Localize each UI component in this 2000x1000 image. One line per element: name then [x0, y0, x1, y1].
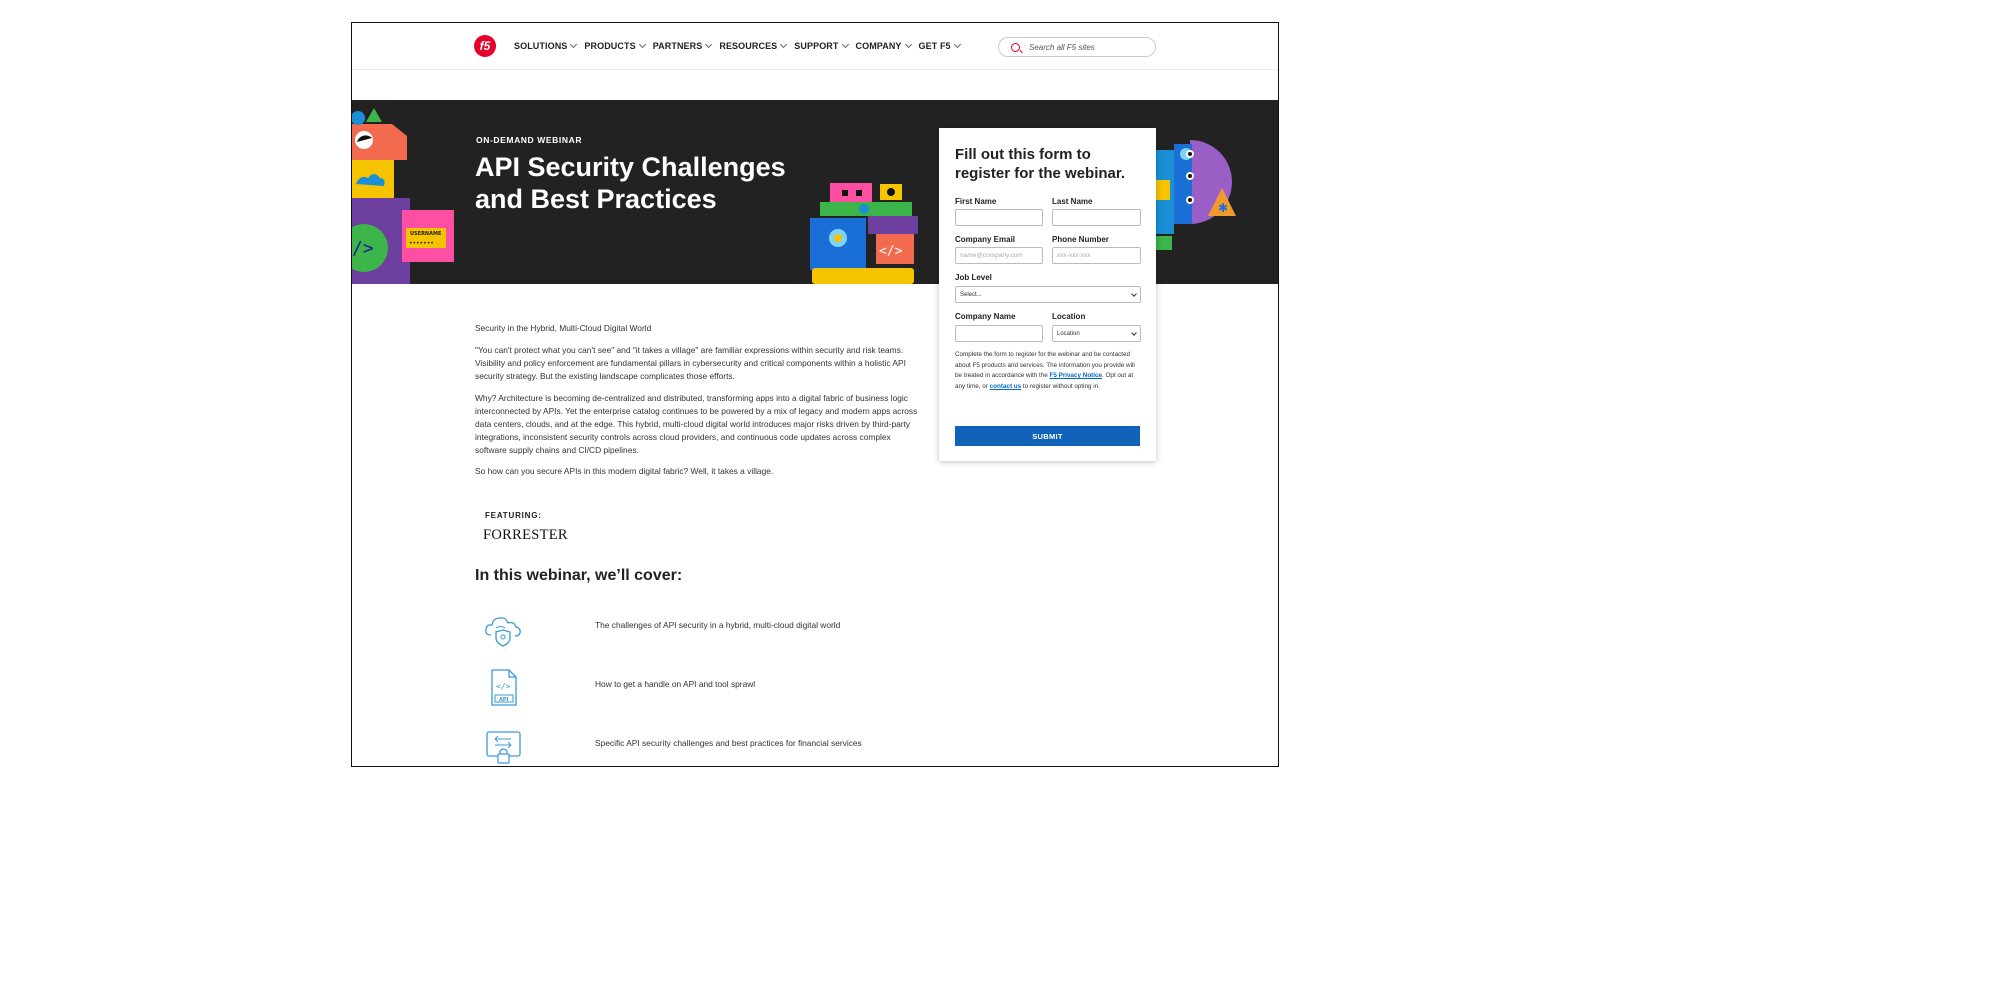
- paragraph-1: "You can't protect what you can't see" and "it takes a village" are familiar expressions within security and risk teams. Visibility and policy enforcement are fundamental pillars in cybersecurity and critical components within a holistic API security strategy. But the existing landscape complicates those efforts.: [475, 345, 906, 381]
- nav-partners[interactable]: [653, 41, 712, 51]
- cover-item-text: How to get a handle on API and tool sprawl: [595, 679, 756, 689]
- first-name-field[interactable]: [955, 209, 1043, 226]
- contact-us-link[interactable]: contact us: [989, 382, 1022, 390]
- cover-item-text: Specific API security challenges and best practices for financial services: [595, 738, 862, 748]
- location-value: Location: [1057, 330, 1080, 337]
- nav-company-label: COMPANY: [855, 41, 902, 51]
- api-document-icon: [483, 668, 523, 708]
- privacy-notice-link[interactable]: F5 Privacy Notice: [1049, 372, 1103, 379]
- last-name-field[interactable]: [1052, 209, 1141, 226]
- chevron-down-icon: [705, 41, 712, 48]
- chevron-down-icon: [841, 41, 848, 48]
- form-title: Fill out this form to register for the webinar.: [955, 146, 1126, 182]
- svg-text:USERNAME: USERNAME: [410, 231, 442, 237]
- nav-solutions-label: SOLUTIONS: [514, 41, 568, 51]
- chevron-down-icon: [1131, 291, 1137, 297]
- page-title: API Security Challenges and Best Practices: [475, 152, 786, 214]
- nav-support-label: SUPPORT: [794, 41, 839, 51]
- company-name-label: Company Name: [955, 312, 1016, 321]
- chevron-down-icon: [1131, 330, 1137, 336]
- svg-text:API: API: [499, 697, 509, 703]
- disclaimer-text: . Opt out at any time, or: [955, 372, 1134, 390]
- forrester-logo: FORRESTER: [483, 527, 568, 543]
- company-email-label: Company Email: [955, 235, 1016, 244]
- browser-page: [351, 22, 1279, 767]
- list-item: [475, 668, 1175, 708]
- submit-button[interactable]: SUBMIT: [955, 426, 1140, 446]
- registration-form: [939, 128, 1156, 461]
- hero-illustration-left: [352, 100, 462, 284]
- list-item: [475, 609, 1175, 649]
- chevron-down-icon: [905, 41, 912, 48]
- nav-company[interactable]: [856, 41, 911, 51]
- nav-support[interactable]: [794, 41, 847, 51]
- cover-heading: In this webinar, we’ll cover:: [475, 567, 683, 584]
- phone-number-label: Phone Number: [1052, 235, 1109, 244]
- chevron-down-icon: [954, 41, 961, 48]
- featuring-label: FEATURING:: [485, 511, 542, 520]
- hero-illustration-right: [1156, 140, 1238, 250]
- location-select[interactable]: [1052, 325, 1141, 342]
- search-icon[interactable]: [1011, 43, 1020, 52]
- chevron-down-icon: [780, 41, 787, 48]
- svg-text:</>: </>: [496, 682, 511, 691]
- svg-text:</>: </>: [879, 244, 903, 259]
- last-name-label: Last Name: [1052, 197, 1093, 206]
- form-disclaimer: [955, 350, 1141, 392]
- location-label: Location: [1052, 312, 1086, 321]
- hero-eyebrow: ON-DEMAND WEBINAR: [476, 135, 583, 145]
- job-level-select[interactable]: [955, 286, 1141, 303]
- company-name-field[interactable]: [955, 325, 1043, 342]
- paragraph-3: So how can you secure APIs in this modern digital fabric? Well, it takes a village.: [475, 466, 774, 476]
- disclaimer-text: Complete the form to register for the webinar and be contacted about F5 products and services. The information you provide will be treated in accordance with the: [955, 351, 1135, 379]
- list-item: [475, 727, 1175, 767]
- nav-get-f5[interactable]: [919, 41, 960, 51]
- top-navigation: [352, 23, 1278, 70]
- chevron-down-icon: [639, 41, 646, 48]
- cloud-shield-icon: [483, 609, 523, 649]
- nav-products-label: PRODUCTS: [584, 41, 636, 51]
- nav-partners-label: PARTNERS: [652, 41, 703, 51]
- job-level-label: Job Level: [955, 273, 992, 282]
- chevron-down-icon: [570, 41, 577, 48]
- phone-number-field[interactable]: [1052, 247, 1141, 264]
- main-menu: [514, 41, 960, 51]
- search-input[interactable]: [1027, 42, 1151, 53]
- nav-resources-label: RESOURCES: [719, 41, 778, 51]
- nav-products[interactable]: [584, 41, 644, 51]
- disclaimer-text: to register without opting in.: [1021, 382, 1100, 390]
- company-email-field[interactable]: [955, 247, 1043, 264]
- svg-text:•••••••: •••••••: [409, 240, 434, 247]
- first-name-label: First Name: [955, 197, 997, 206]
- paragraph-2: Why? Architecture is becoming de-centralized and distributed, transforming apps into a digital fabric of business logic interconnected by APIs. Yet the enterprise catalog continues to be powered by a mix of legacy and modern apps across data centers, clouds, and at the edge. This hybrid, multi-cloud digital world introduces major risks driven by third-party integrations, inconsistent security controls across cloud providers, and continuous code updates across complex software supply chains and CI/CD pipelines.: [475, 393, 918, 455]
- svg-text:✱: ✱: [1218, 201, 1229, 215]
- svg-text:/>: />: [352, 238, 374, 259]
- intro-heading: Security in the Hybrid, Multi-Cloud Digital World: [475, 323, 652, 333]
- f5-logo[interactable]: f5: [474, 35, 496, 57]
- hero-illustration-center: [808, 178, 923, 284]
- nav-resources[interactable]: [719, 41, 786, 51]
- nav-get-f5-label: GET F5: [918, 41, 951, 51]
- job-level-value: Select...: [960, 291, 982, 298]
- cover-item-text: The challenges of API security in a hybrid, multi-cloud digital world: [595, 620, 841, 630]
- site-search[interactable]: [998, 37, 1156, 57]
- nav-solutions[interactable]: [514, 41, 576, 51]
- secure-transfer-icon: [483, 727, 523, 767]
